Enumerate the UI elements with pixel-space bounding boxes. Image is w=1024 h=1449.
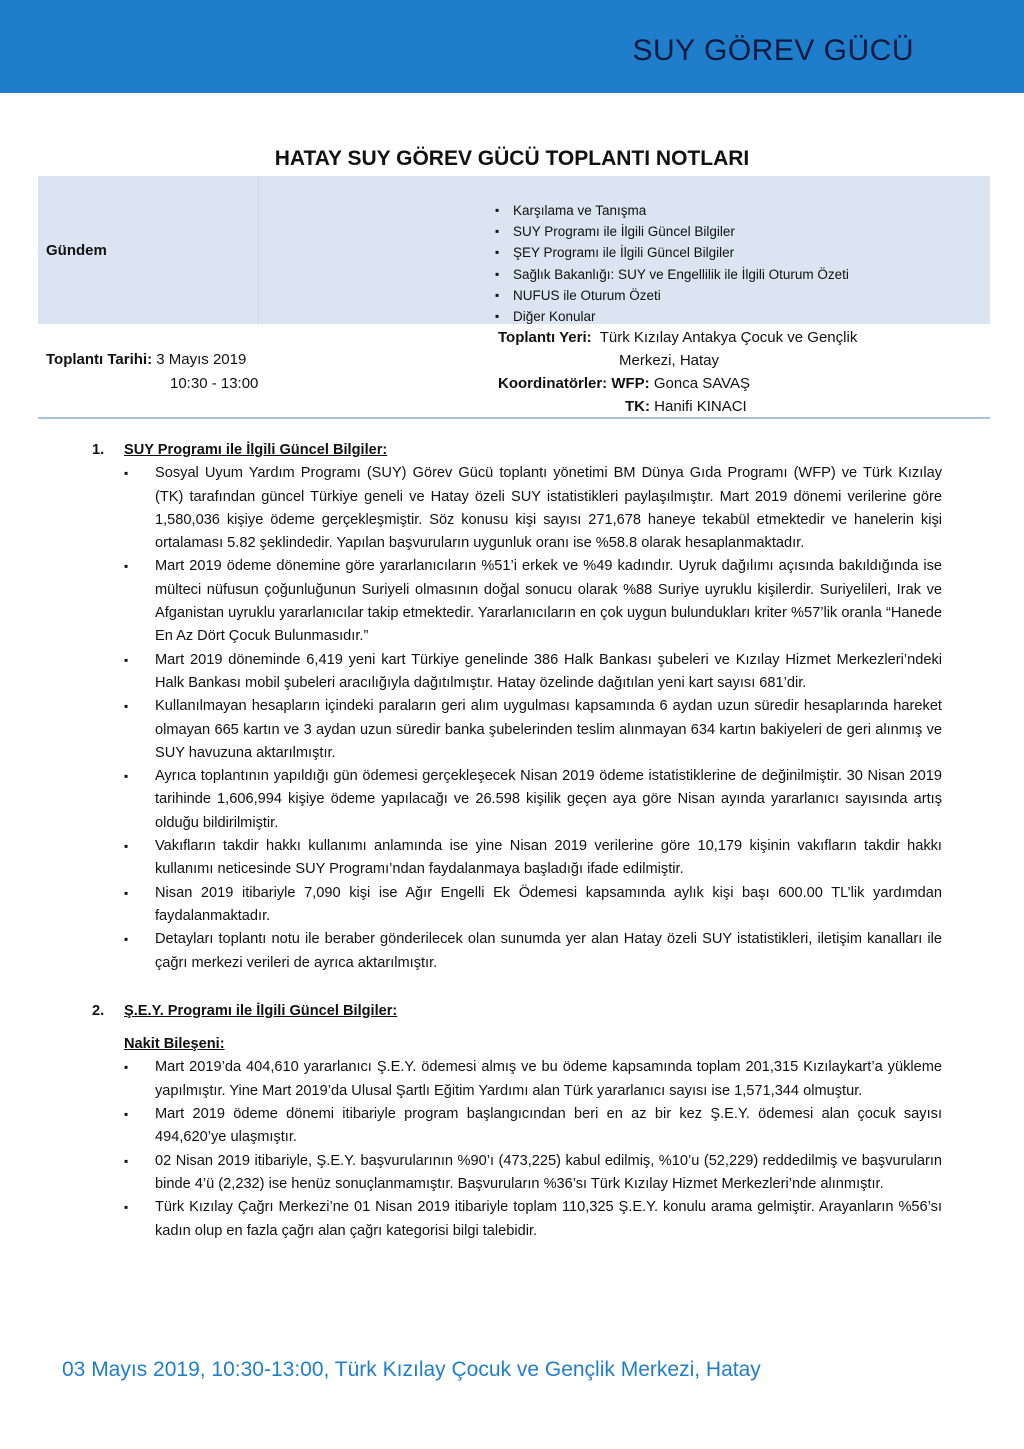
agenda-item: ▪ Diğer Konular <box>493 306 849 327</box>
meeting-time: 10:30 - 13:00 <box>170 375 259 392</box>
date-label: Toplantı Tarihi: <box>46 351 153 368</box>
place-line2: Merkezi, Hatay <box>619 352 720 369</box>
header-banner <box>0 0 1024 93</box>
tk-name: Hanifi KINACI <box>654 398 747 415</box>
agenda-list <box>493 200 849 327</box>
subsection-title: Nakit Bileşeni: <box>124 1036 225 1053</box>
bullet-item: ▪ Nisan 2019 itibariyle 7,090 kişi ise Ağır Engelli Ek Ödemesi kapsamında aylık kişi başı 600.00 TL’lik yardımdan faydalanmaktadır. <box>124 882 942 929</box>
bullet-item: ▪ Mart 2019 ödeme dönemi itibariyle program başlangıcından beri en az bir kez Ş.E.Y. ödemesi alan çocuk sayısı 494,620’ye ulaşmıştır. <box>124 1103 942 1150</box>
agenda-item: ▪ SUY Programı ile İlgili Güncel Bilgiler <box>493 221 849 242</box>
bullet-item: ▪ Vakıfların takdir hakkı kullanımı anlamında ise yine Nisan 2019 verilerine göre 10,179 kişinin vakıfların takdir hakkı kullanımı neticesinde SUY Programı’ndan faydalanmaya başladığı ifade edilmiştir. <box>124 835 942 882</box>
section-number: 1. <box>92 442 105 458</box>
bullet-item: ▪ Mart 2019 ödeme dönemine göre yararlanıcıların %51’i erkek ve %49 kadındır. Uyruk dağılımı açısında bakıldığında ise mülteci nüfusun çoğunluğunun Suriyeli olmasının doğal sonucu olarak %88 Suriye uyruklu kişilerdir. Suriyelileri, Irak ve Afganistan uyruklu yararlanıcılar takip etmektedir. Yararlanıcıların en çok uygun bulundukları kriter %57’lik oranla “Hanede En Az Dört Çocuk Bulunmasıdır.” <box>124 555 942 648</box>
bullet-item: ▪ 02 Nisan 2019 itibariyle, Ş.E.Y. başvurularının %90’ı (473,225) kabul edilmiş, %10’u (52,229) reddedilmiş ve başvuruların binde 4’ü (2,232) ise henüz sonuçlanmamıştır. Başvuruların %36’sı Türk Kızılay Hizmet Merkezleri’nde alınmıştır. <box>124 1150 942 1197</box>
wfp-name: Gonca SAVAŞ <box>653 375 751 392</box>
place-line1: Türk Kızılay Antakya Çocuk ve Gençlik <box>599 329 858 346</box>
document-body <box>92 439 942 1243</box>
agenda-item: ▪ Karşılama ve Tanışma <box>493 200 849 221</box>
meeting-date <box>46 348 246 372</box>
banner-title: SUY GÖREV GÜCÜ <box>632 34 914 67</box>
agenda-divider <box>258 176 259 324</box>
bullet-item: ▪ Türk Kızılay Çağrı Merkezi’ne 01 Nisan 2019 itibariyle toplam 110,325 Ş.E.Y. konulu arama gelmiştir. Arayanların %56’sı kadın olup en fazla çağrı alan çağrı kategorisi bilgi talebidir. <box>124 1196 942 1243</box>
section-title: Ş.E.Y. Programı ile İlgili Güncel Bilgiler: <box>124 1002 398 1019</box>
agenda-item: ▪ ŞEY Programı ile İlgili Güncel Bilgiler <box>493 242 849 263</box>
tk-coordinator <box>625 395 747 419</box>
bullet-item: ▪ Kullanılmayan hesapların içindeki paraların geri alım uygulması kapsamında 6 aydan uzun süredir hesaplarında hareket olmayan 665 kartın ve 3 aydan uzun süredir banka şubelerinden teslim alınmayan 634 kartın bakiyeleri de geri alınmış ve SUY havuzuna aktarılmıştır. <box>124 695 942 765</box>
agenda-table <box>38 176 990 324</box>
agenda-item: ▪ NUFUS ile Oturum Özeti <box>493 285 849 306</box>
place-label: Toplantı Yeri: <box>498 329 592 346</box>
document-title: HATAY SUY GÖREV GÜCÜ TOPLANTI NOTLARI <box>274 147 750 170</box>
section-2-heading <box>92 1000 942 1023</box>
wfp-label: WFP: <box>611 375 650 392</box>
bullet-item: ▪ Sosyal Uyum Yardım Programı (SUY) Görev Gücü toplantı yönetimi BM Dünya Gıda Programı (WFP) ve Türk Kızılay (TK) tarafından güncel Türkiye geneli ve Hatay özeli SUY istatistikleri paylaşılmıştır. Mart 2019 dönemi verilerine göre 1,580,036 kişiye ödeme gerçekleşmiştir. Söz konusu kişi sayısı 271,678 haneye tekabül etmektedir ve hanelerin kişi ortalaması 5.82 şeklindedir. Yapılan başvuruların uygunluk oranı ise %58.8 olarak hesaplanmaktadır. <box>124 462 942 555</box>
section-number: 2. <box>92 1002 105 1019</box>
meeting-info <box>38 326 990 416</box>
coordinators <box>498 372 750 396</box>
section-1-heading <box>92 439 942 462</box>
coord-label: Koordinatörler: <box>498 375 608 392</box>
bullet-item: ▪ Mart 2019 döneminde 6,419 yeni kart Türkiye genelinde 386 Halk Bankası şubeleri ve Kızılay Hizmet Merkezleri’ndeki Halk Bankası mobil şubeleri aracılığıyla dağıtılmıştır. Hatay özelinde dağıtılan yeni kart sayısı 681’dir. <box>124 649 942 696</box>
meeting-place <box>498 326 932 350</box>
tk-label: TK: <box>625 398 650 415</box>
bullet-item: ▪ Detayları toplantı notu ile beraber gönderilecek olan sunumda yer alan Hatay özeli SUY istatistikleri, iletişim kanalları ile çağrı merkezi verileri de ayrıca aktarılmıştır. <box>124 928 942 975</box>
footer-text: 03 Mayıs 2019, 10:30-13:00, Türk Kızılay Çocuk ve Gençlik Merkezi, Hatay <box>62 1358 761 1381</box>
bullet-item: ▪ Ayrıca toplantının yapıldığı gün ödemesi gerçekleşecek Nisan 2019 ödeme istatistiklerine de değinilmiştir. 30 Nisan 2019 tarihinde 1,606,994 kişiye ödeme yapılacağı ve 26.598 kişilik geçen aya göre Nisan ayında yararlanıcı sayısında artış olduğu bildirilmiştir. <box>124 765 942 835</box>
date-value: 3 Mayıs 2019 <box>156 351 247 368</box>
agenda-item: ▪ Sağlık Bakanlığı: SUY ve Engellilik ile İlgili Oturum Özeti <box>493 264 849 285</box>
bullet-item: ▪ Mart 2019’da 404,610 yararlanıcı Ş.E.Y. ödemesi almış ve bu ödeme kapsamında toplam 201,315 Kızılaykart’a yükleme yapılmıştır. Yine Mart 2019’da Ulusal Şartlı Eğitim Yardımı alan Türk yararlanıcı sayısı ise 1,571,344 olmuştur. <box>124 1056 942 1103</box>
section-1-bullets <box>124 462 942 975</box>
agenda-label: Gündem <box>46 242 107 259</box>
table-bottom-rule <box>38 417 990 419</box>
section-2-bullets <box>124 1056 942 1242</box>
section-title: SUY Programı ile İlgili Güncel Bilgiler: <box>124 442 388 458</box>
